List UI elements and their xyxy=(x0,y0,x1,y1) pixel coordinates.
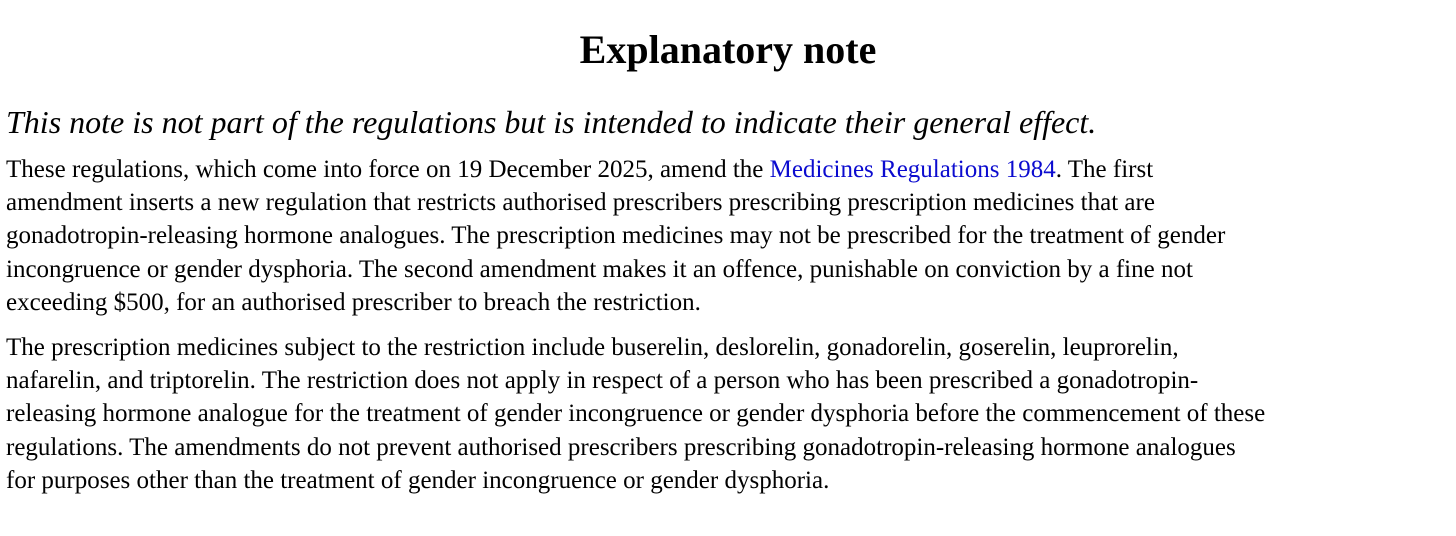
paragraph-1-line-5: exceeding $500, for an authorised prescriber to breach the restriction. xyxy=(6,288,701,316)
paragraph-1-line-4: incongruence or gender dysphoria. The second amendment makes it an offence, punishable on conviction by a fine not xyxy=(6,255,1193,283)
medicines-regulations-1984-link[interactable]: Medicines Regulations 1984 xyxy=(769,156,1056,183)
paragraph-1-line-3: gonadotropin-releasing hormone analogues. The prescription medicines may not be prescribed for the treatment of gender xyxy=(6,222,1226,250)
paragraph-1-text-after-link: . The first xyxy=(1055,156,1154,183)
paragraph-1-text-before-link: These regulations, which come into force on 19 December 2025, amend the xyxy=(6,156,770,183)
paragraph-2-line-2: nafarelin, and triptorelin. The restriction does not apply in respect of a person who has been prescribed a gonadotropin- xyxy=(6,367,1199,395)
paragraph-2-line-1: The prescription medicines subject to the restriction include buserelin, deslorelin, gonadorelin, goserelin, leuprorelin, xyxy=(6,334,1179,362)
paragraph-2-line-5: for purposes other than the treatment of gender incongruence or gender dysphoria. xyxy=(6,466,830,494)
paragraph-1 xyxy=(6,153,1450,319)
paragraph-2 xyxy=(6,331,1450,497)
paragraph-1-line-1 xyxy=(6,153,1450,186)
paragraph-2-line-4: regulations. The amendments do not prevent authorised prescribers prescribing gonadotropin-releasing hormone analogues xyxy=(6,433,1236,461)
paragraph-2-line-3: releasing hormone analogue for the treatment of gender incongruence or gender dysphoria before the commencement of these xyxy=(6,400,1266,428)
page-title: Explanatory note xyxy=(579,27,877,72)
note-disclaimer: This note is not part of the regulations but is intended to indicate their general effect. xyxy=(6,104,1097,140)
paragraph-1-line-2: amendment inserts a new regulation that restricts authorised prescribers prescribing prescription medicines that are xyxy=(6,189,1155,217)
